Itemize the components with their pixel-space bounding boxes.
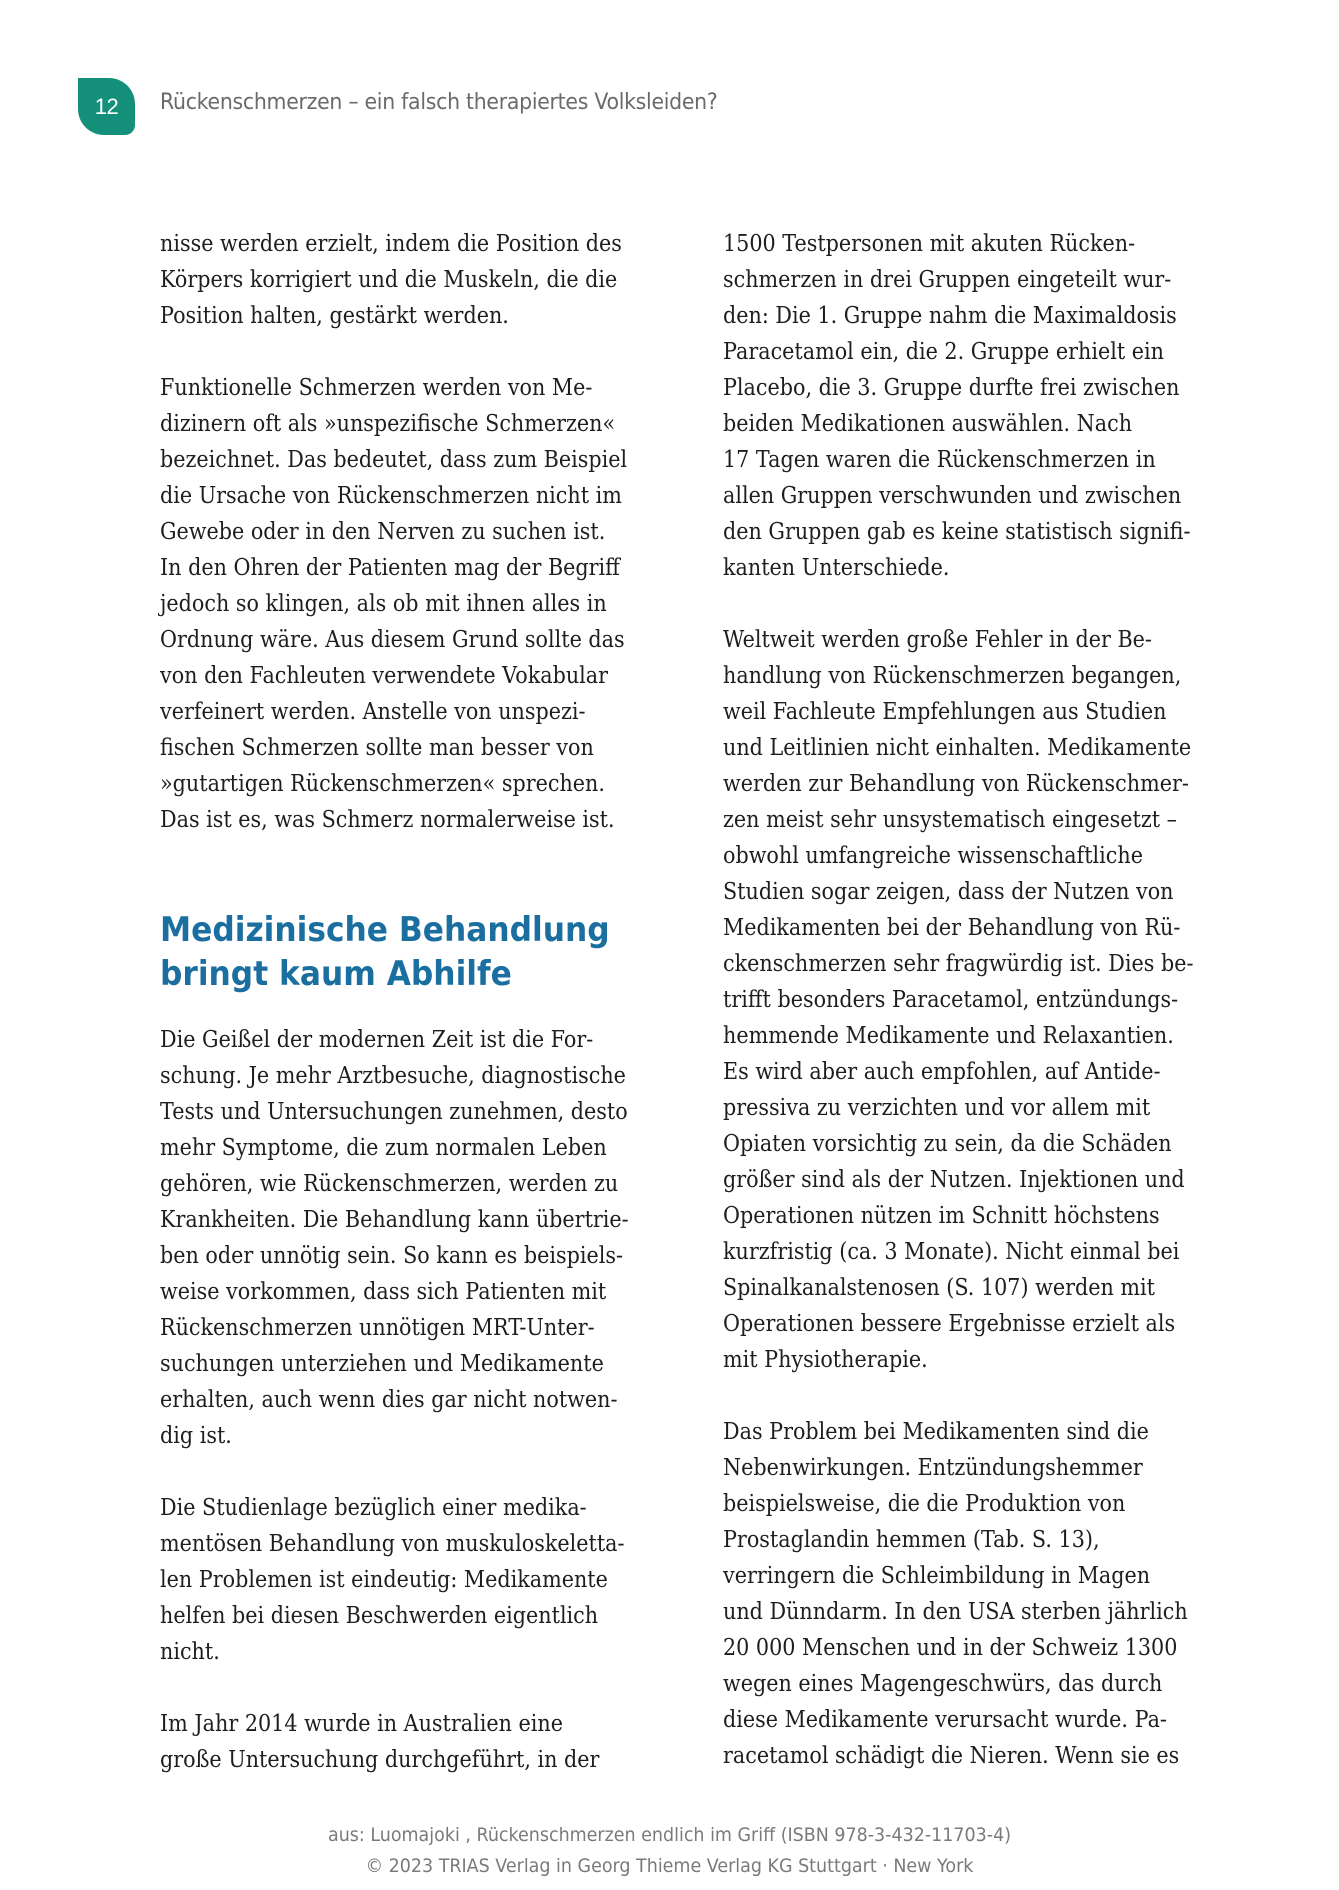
text-line: kanten Unterschiede. — [723, 555, 950, 581]
text-line: verringern die Schleimbildung in Magen — [723, 1563, 1151, 1589]
paragraph — [160, 1490, 680, 1670]
text-line: kurzfristig (ca. 3 Monate). Nicht einmal bei — [723, 1239, 1180, 1265]
text-line: allen Gruppen verschwunden und zwischen — [723, 483, 1182, 509]
text-line: Es wird aber auch empfohlen, auf Antide- — [723, 1059, 1161, 1085]
text-line: trifft besonders Paracetamol, entzündungs- — [723, 987, 1179, 1013]
footer-source: aus: Luomajoki , Rückenschmerzen endlich im Griff (ISBN 978-3-432-11703-4) — [327, 1824, 1012, 1846]
text-line: wegen eines Magengeschwürs, das durch — [723, 1671, 1163, 1697]
heading-line: bringt kaum Abhilfe — [160, 954, 512, 994]
text-line: werden zur Behandlung von Rückenschmer- — [723, 771, 1189, 797]
text-line: gehören, wie Rückenschmerzen, werden zu — [160, 1171, 619, 1197]
text-line: mehr Symptome, die zum normalen Leben — [160, 1135, 607, 1161]
text-line: Tests und Untersuchungen zunehmen, desto — [160, 1099, 628, 1125]
text-line: nicht. — [160, 1639, 220, 1665]
text-line: beispielsweise, die die Produktion von — [723, 1491, 1126, 1517]
paragraph — [160, 226, 680, 334]
text-line: große Untersuchung durchgeführt, in der — [160, 1747, 600, 1773]
text-line: größer sind als der Nutzen. Injektionen und — [723, 1167, 1185, 1193]
text-line: weil Fachleute Empfehlungen aus Studien — [723, 699, 1167, 725]
text-line: diese Medikamente verursacht wurde. Pa- — [723, 1707, 1167, 1733]
text-line: von den Fachleuten verwendete Vokabular — [160, 663, 609, 689]
text-line: In den Ohren der Patienten mag der Begriff — [160, 555, 620, 581]
text-line: schmerzen in drei Gruppen eingeteilt wur- — [723, 267, 1172, 293]
text-line: Körpers korrigiert und die Muskeln, die die — [160, 267, 618, 293]
text-line: Die Studienlage bezüglich einer medika- — [160, 1495, 587, 1521]
paragraph — [160, 1706, 680, 1778]
paragraph — [723, 1414, 1243, 1774]
text-line: nisse werden erzielt, indem die Position des — [160, 231, 622, 257]
page-number-badge — [78, 78, 135, 135]
text-line: Prostaglandin hemmen (Tab. S. 13), — [723, 1527, 1100, 1553]
text-line: 1500 Testpersonen mit akuten Rücken- — [723, 231, 1136, 257]
text-line: Operationen bessere Ergebnisse erzielt als — [723, 1311, 1176, 1337]
text-line: mentösen Behandlung von muskuloskeletta- — [160, 1531, 625, 1557]
text-line: dig ist. — [160, 1423, 232, 1449]
text-line: mit Physiotherapie. — [723, 1347, 928, 1373]
text-line: Paracetamol ein, die 2. Gruppe erhielt ein — [723, 339, 1164, 365]
text-line: dizinern oft als »unspezifische Schmerzen« — [160, 411, 616, 437]
text-line: hemmende Medikamente und Relaxantien. — [723, 1023, 1174, 1049]
running-title: Rückenschmerzen – ein falsch therapiertes Volksleiden? — [160, 90, 718, 115]
text-line: Rückenschmerzen unnötigen MRT-Unter- — [160, 1315, 595, 1341]
paragraph — [160, 370, 680, 838]
text-line: Ordnung wäre. Aus diesem Grund sollte das — [160, 627, 625, 653]
heading-line: Medizinische Behandlung — [160, 910, 610, 950]
text-line: Krankheiten. Die Behandlung kann übertrie- — [160, 1207, 629, 1233]
text-line: schung. Je mehr Arztbesuche, diagnostische — [160, 1063, 626, 1089]
text-line: pressiva zu verzichten und vor allem mit — [723, 1095, 1151, 1121]
text-line: Opiaten vorsichtig zu sein, da die Schäden — [723, 1131, 1172, 1157]
text-line: Placebo, die 3. Gruppe durfte frei zwischen — [723, 375, 1180, 401]
text-line: ckenschmerzen sehr fragwürdig ist. Dies be- — [723, 951, 1194, 977]
text-line: Die Geißel der modernen Zeit ist die For- — [160, 1027, 594, 1053]
page-number: 12 — [94, 93, 119, 119]
text-line: jedoch so klingen, als ob mit ihnen alles in — [160, 591, 607, 617]
text-line: erhalten, auch wenn dies gar nicht notwen- — [160, 1387, 618, 1413]
footer-credit — [0, 1820, 1339, 1882]
text-line: Weltweit werden große Fehler in der Be- — [723, 627, 1152, 653]
text-line: Spinalkanalstenosen (S. 107) werden mit — [723, 1275, 1155, 1301]
paragraph — [160, 1022, 680, 1454]
right-column — [723, 226, 1243, 1810]
text-line: verfeinert werden. Anstelle von unspezi- — [160, 699, 586, 725]
text-line: obwohl umfangreiche wissenschaftliche — [723, 843, 1143, 869]
text-line: weise vorkommen, dass sich Patienten mit — [160, 1279, 607, 1305]
text-line: Operationen nützen im Schnitt höchstens — [723, 1203, 1160, 1229]
text-line: ben oder unnötig sein. So kann es beispiels- — [160, 1243, 623, 1269]
text-line: fischen Schmerzen sollte man besser von — [160, 735, 594, 761]
text-line: und Dünndarm. In den USA sterben jährlich — [723, 1599, 1188, 1625]
text-line: den Gruppen gab es keine statistisch signifi- — [723, 519, 1191, 545]
text-line: bezeichnet. Das bedeutet, dass zum Beispiel — [160, 447, 628, 473]
text-line: und Leitlinien nicht einhalten. Medikamente — [723, 735, 1192, 761]
text-line: Studien sogar zeigen, dass der Nutzen von — [723, 879, 1174, 905]
text-line: Im Jahr 2014 wurde in Australien eine — [160, 1711, 563, 1737]
text-line: Gewebe oder in den Nerven zu suchen ist. — [160, 519, 606, 545]
left-column — [160, 226, 680, 1814]
text-line: »gutartigen Rückenschmerzen« sprechen. — [160, 771, 605, 797]
text-line: Nebenwirkungen. Entzündungshemmer — [723, 1455, 1143, 1481]
text-line: len Problemen ist eindeutig: Medikamente — [160, 1567, 608, 1593]
text-line: Das ist es, was Schmerz normalerweise ist. — [160, 807, 615, 833]
text-line: Position halten, gestärkt werden. — [160, 303, 509, 329]
text-line: den: Die 1. Gruppe nahm die Maximaldosis — [723, 303, 1177, 329]
text-line: die Ursache von Rückenschmerzen nicht im — [160, 483, 622, 509]
paragraph — [723, 622, 1243, 1378]
text-line: Funktionelle Schmerzen werden von Me- — [160, 375, 593, 401]
text-line: helfen bei diesen Beschwerden eigentlich — [160, 1603, 599, 1629]
text-line: 20 000 Menschen und in der Schweiz 1300 — [723, 1635, 1178, 1661]
text-line: racetamol schädigt die Nieren. Wenn sie es — [723, 1743, 1180, 1769]
text-line: zen meist sehr unsystematisch eingesetzt – — [723, 807, 1178, 833]
footer-copyright: © 2023 TRIAS Verlag in Georg Thieme Verlag KG Stuttgart · New York — [365, 1855, 974, 1877]
text-line: Medikamenten bei der Behandlung von Rü- — [723, 915, 1181, 941]
text-line: handlung von Rückenschmerzen begangen, — [723, 663, 1182, 689]
paragraph — [723, 226, 1243, 586]
text-line: 17 Tagen waren die Rückenschmerzen in — [723, 447, 1156, 473]
text-line: Das Problem bei Medikamenten sind die — [723, 1419, 1149, 1445]
section-heading — [160, 908, 680, 996]
text-line: suchungen unterziehen und Medikamente — [160, 1351, 604, 1377]
text-line: beiden Medikationen auswählen. Nach — [723, 411, 1133, 437]
